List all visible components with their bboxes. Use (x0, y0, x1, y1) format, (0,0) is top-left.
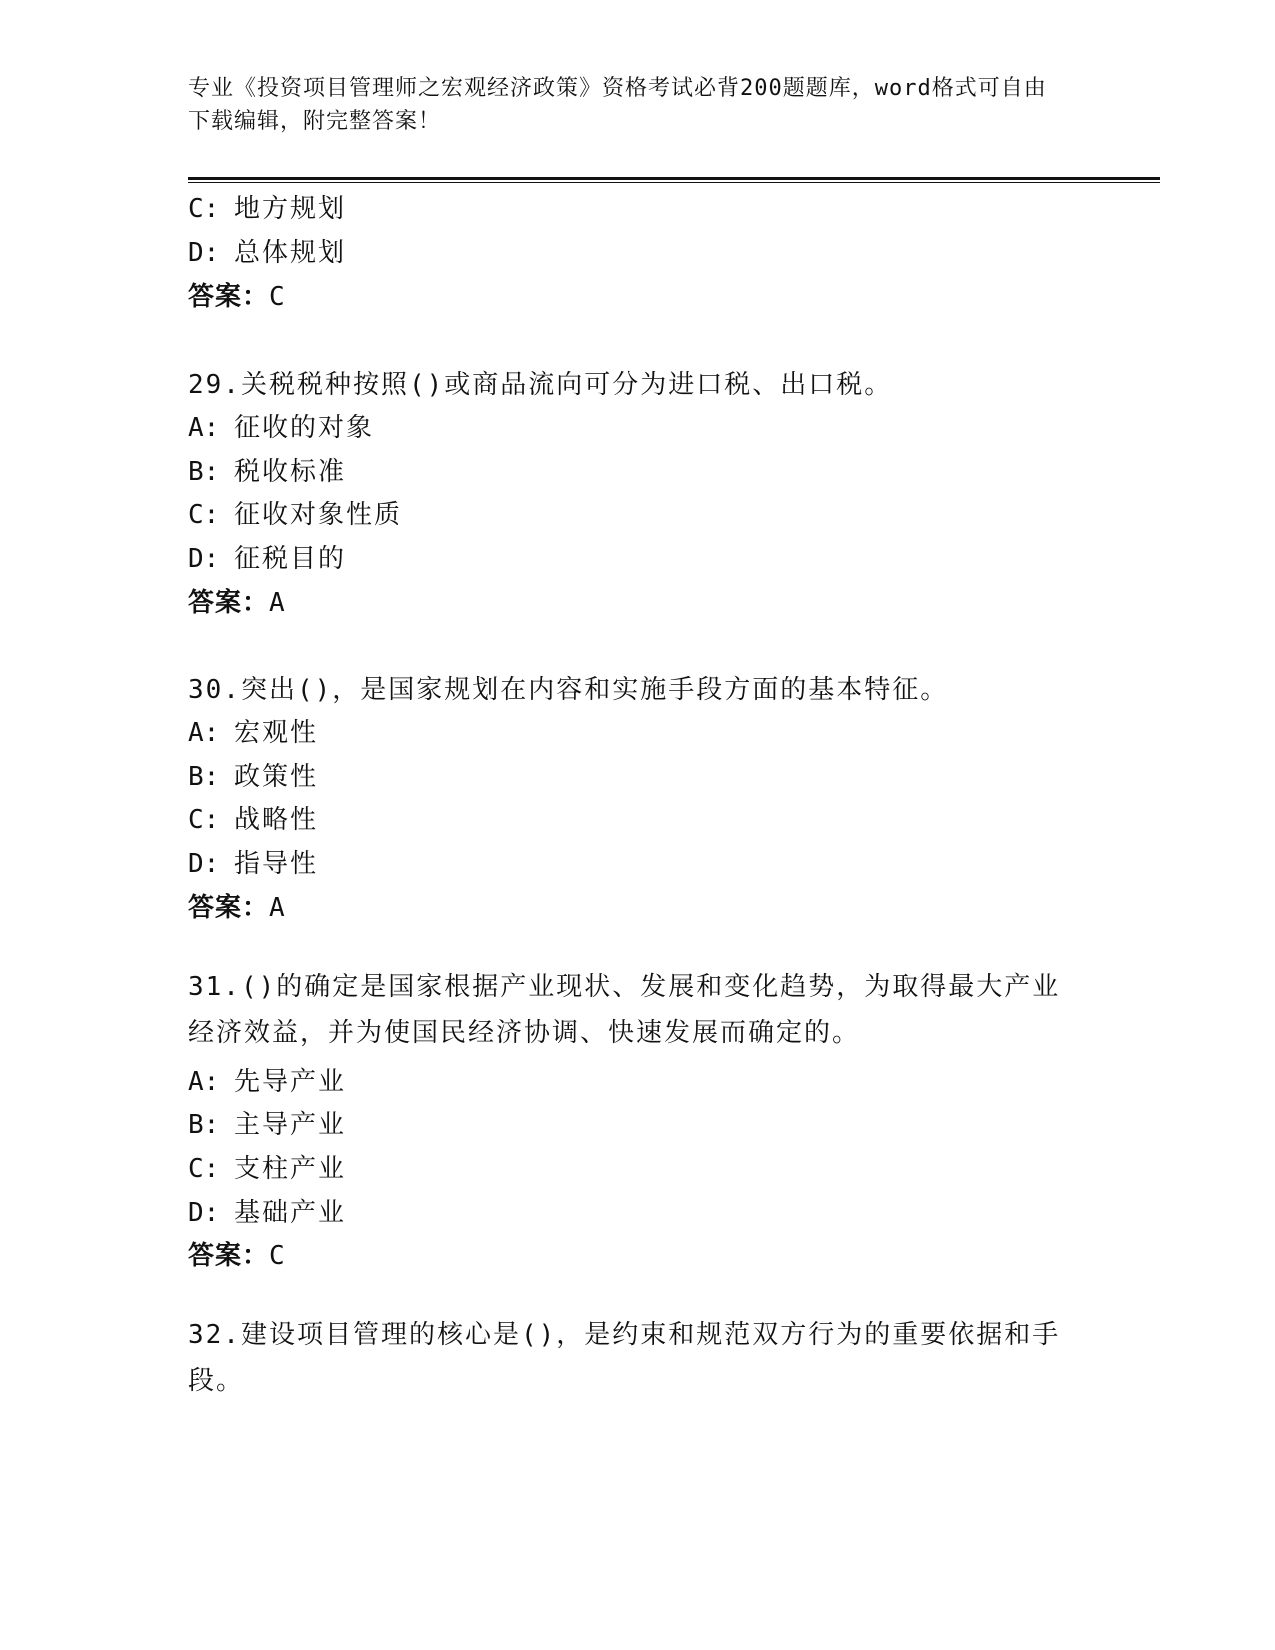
option-d: D: 征税目的 (188, 544, 347, 574)
option-b: B: 主导产业 (188, 1110, 347, 1140)
option-a: A: 征收的对象 (188, 413, 375, 443)
option-c: C: 地方规划 (188, 194, 347, 224)
option-b: B: 税收标准 (188, 457, 347, 487)
answer-line: 答案：C (188, 282, 287, 312)
option-a: A: 宏观性 (188, 718, 319, 748)
header-divider-thin (188, 182, 1160, 183)
question-stem: 29.关税税种按照()或商品流向可分为进口税、出口税。 (188, 370, 893, 400)
option-c: C: 战略性 (188, 805, 319, 835)
answer-line: 答案：C (188, 1241, 287, 1271)
header-divider (188, 177, 1160, 180)
question-stem: 32.建设项目管理的核心是()，是约束和规范双方行为的重要依据和手段。 (188, 1320, 1061, 1396)
answer-line: 答案：A (188, 893, 287, 923)
option-d: D: 总体规划 (188, 238, 347, 268)
answer-line: 答案：A (188, 588, 287, 618)
document-header: 专业《投资项目管理师之宏观经济政策》资格考试必背200题题库，word格式可自由下载编辑，附完整答案！ (188, 76, 1047, 134)
question-stem: 30.突出()，是国家规划在内容和实施手段方面的基本特征。 (188, 675, 949, 705)
option-a: A: 先导产业 (188, 1067, 347, 1097)
option-d: D: 指导性 (188, 849, 319, 879)
option-b: B: 政策性 (188, 762, 319, 792)
option-c: C: 支柱产业 (188, 1154, 347, 1184)
option-c: C: 征收对象性质 (188, 500, 403, 530)
question-stem: 31.()的确定是国家根据产业现状、发展和变化趋势，为取得最大产业经济效益，并为使国民经济协调、快速发展而确定的。 (188, 972, 1061, 1048)
option-d: D: 基础产业 (188, 1198, 347, 1228)
